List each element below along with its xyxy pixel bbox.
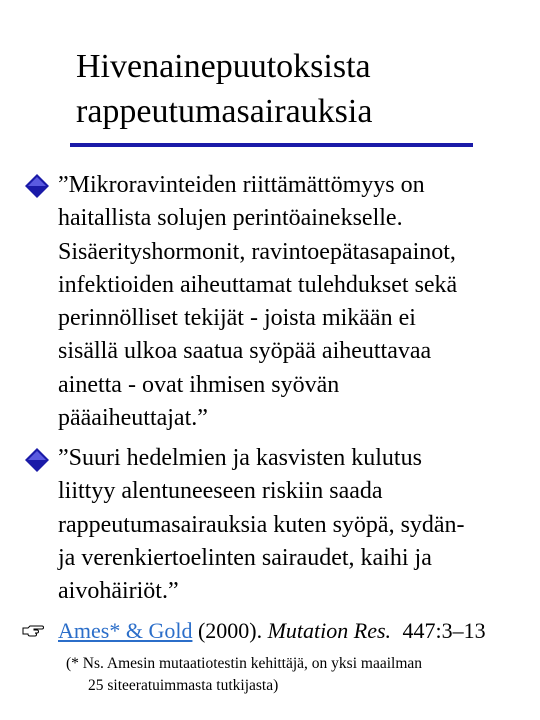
reference-year: (2000). xyxy=(197,618,263,643)
diamond-bullet-icon xyxy=(24,173,50,199)
bullet-item xyxy=(58,442,528,608)
bullet-line: ”Mikroravinteiden riittämättömyys on xyxy=(58,172,425,198)
footnote-line: (* Ns. Amesin mutaatiotestin kehittäjä, on yksi maailman xyxy=(66,655,423,672)
bullet-line: pääaiheuttajat.” xyxy=(58,405,208,432)
bullet-line: ”Suuri hedelmien ja kasvisten kulutus xyxy=(58,445,422,471)
bullet-line: sisällä ulkoa saatua syöpää aiheuttavaa xyxy=(58,338,432,365)
bullet-line: ainetta - ovat ihmisen syövän xyxy=(58,371,340,398)
title-underline xyxy=(70,143,473,147)
bullet-line: haitallista solujen perintöainekselle. xyxy=(58,205,403,232)
bullet-line: infektioiden aiheuttamat tulehdukset sekä xyxy=(58,271,458,298)
bullet-item xyxy=(58,169,528,435)
reference-pages: 447:3–13 xyxy=(402,618,486,643)
bullet-line: aivohäiriöt.” xyxy=(58,578,179,605)
footnote xyxy=(66,653,536,697)
diamond-bullet-icon xyxy=(24,447,50,473)
footnote-line: 25 siteeratuimmasta tutkijasta) xyxy=(88,677,279,694)
reference-citation xyxy=(58,616,486,646)
title-line: Hivenainepuutoksista xyxy=(76,48,371,85)
reference-journal: Mutation Res. xyxy=(267,618,392,643)
bullet-line: liittyy alentuneeseen riskiin saada xyxy=(58,478,383,505)
bullet-line: ja verenkiertoelinten sairaudet, kaihi ja xyxy=(58,544,432,571)
pointing-hand-icon xyxy=(22,623,44,639)
title-line: rappeutumasairauksia xyxy=(76,93,373,130)
slide-title xyxy=(76,44,496,134)
reference-authors-link[interactable]: Ames* & Gold xyxy=(58,618,193,643)
bullet-line: Sisäerityshormonit, ravintoepätasapainot, xyxy=(58,238,456,265)
bullet-line: rappeutumasairauksia kuten syöpä, sydän- xyxy=(58,511,465,538)
bullet-line: perinnölliset tekijät - joista mikään ei xyxy=(58,305,416,332)
